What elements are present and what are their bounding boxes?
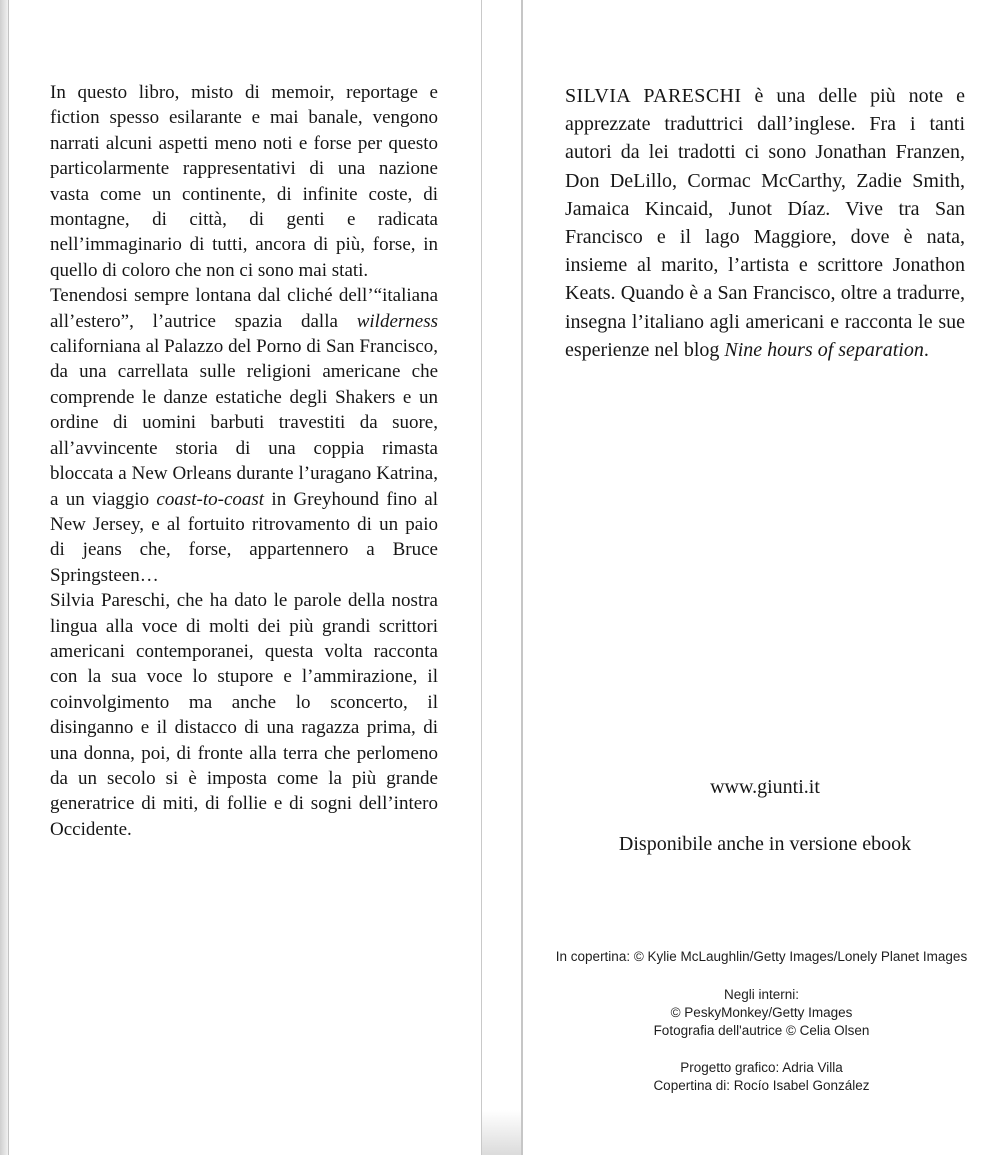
- flap-paragraph: [50, 80, 438, 283]
- credit-line: Progetto grafico: Adria Villa: [680, 1060, 843, 1075]
- interior-credit-lines: [523, 1004, 1000, 1040]
- text-run: Tenendosi sempre lontana dal cliché dell’“italiana all’estero”, l’autrice spazia dalla: [50, 285, 438, 332]
- ebook-availability-note: Disponibile anche in versione ebook: [618, 833, 912, 855]
- credit-line: Copertina di: Rocío Isabel González: [653, 1078, 870, 1093]
- text-run: è una delle più note e apprezzate traduttrici dall’inglese. Fra i tanti autori da lei tradotti ci sono Jonathan Franzen, Don DeLillo, Cormac McCarthy, Zadie Smith, Jamaica Kincaid, Junot Díaz. Vive tra San Francisco e il lago Maggiore, dove è nata, insieme al marito, l’artista e scrittore Jonathon Keats. Quando è a San Francisco, oltre a tradurre, insegna l’italiano agli americani e racconta le sue esperienze nel blog: [565, 85, 965, 361]
- left-page-edge: [0, 0, 9, 1155]
- text-run: In questo libro, misto di memoir, reportage e fiction spesso esilarante e mai banale, vengono narrati alcuni aspetti meno noti e forse per questo particolarmente rappresentativi di una nazione vasta come un continente, di infinite coste, di montagne, di città, di genti e radicata nell’immaginario di tutti, ancora di più, forse, in quello di coloro che non ci sono mai stati.: [50, 82, 438, 281]
- italic-text: wilderness: [356, 310, 438, 332]
- design-credits: [523, 1059, 1000, 1095]
- gutter-line-left: [481, 0, 482, 1155]
- text-run: in Greyhound fino al New Jersey, e al fortuito ritrovamento di un paio di jeans che, forse, appartennero a Bruce Springsteen…: [50, 488, 438, 586]
- book-description: [50, 80, 438, 842]
- author-name-caps: SILVIA PARESCHI: [565, 85, 742, 107]
- text-run: Silvia Pareschi, che ha dato le parole della nostra lingua alla voce di molti dei più grandi scrittori americani contemporanei, questa volta racconta con la sua voce lo stupore e l’ammirazione, il coinvolgimento ma anche lo sconcerto, il disinganno e il distacco di una ragazza prima, di una donna, poi, di fronte alla terra che perlomeno da un secolo si è imposta come la più grande generatrice di miti, di follie e di sogni dell’intero Occidente.: [50, 590, 438, 840]
- gutter-fold-shadow: [482, 1110, 521, 1155]
- author-bio: [565, 82, 965, 364]
- italic-text: coast-to-coast: [156, 488, 265, 510]
- interior-credits-label: Negli interni:: [723, 987, 800, 1002]
- left-flap: [9, 0, 481, 1155]
- text-run: californiana al Palazzo del Porno di San Francisco, da una carrellata sulle religioni americane che comprende le danze estatiche degli Shakers e un ordine di uomini barbuti travestiti da suore, all’avvincente storia di una coppia rimasta bloccata a New Orleans durante l’uragano Katrina, a un viaggio: [50, 336, 438, 510]
- flap-paragraph: [50, 588, 438, 842]
- text-run: .: [923, 338, 929, 361]
- publisher-website: www.giunti.it: [710, 776, 820, 798]
- right-flap: [523, 0, 1000, 1155]
- cover-photo-credit: In copertina: © Kylie McLaughlin/Getty Images/Lonely Planet Images: [555, 949, 968, 964]
- flap-paragraph: [50, 283, 438, 588]
- credit-line: Fotografia dell'autrice © Celia Olsen: [653, 1023, 870, 1038]
- interior-credits: [523, 986, 1000, 1040]
- credit-line: © PeskyMonkey/Getty Images: [670, 1005, 853, 1020]
- italic-text: Nine hours of separation: [724, 338, 924, 361]
